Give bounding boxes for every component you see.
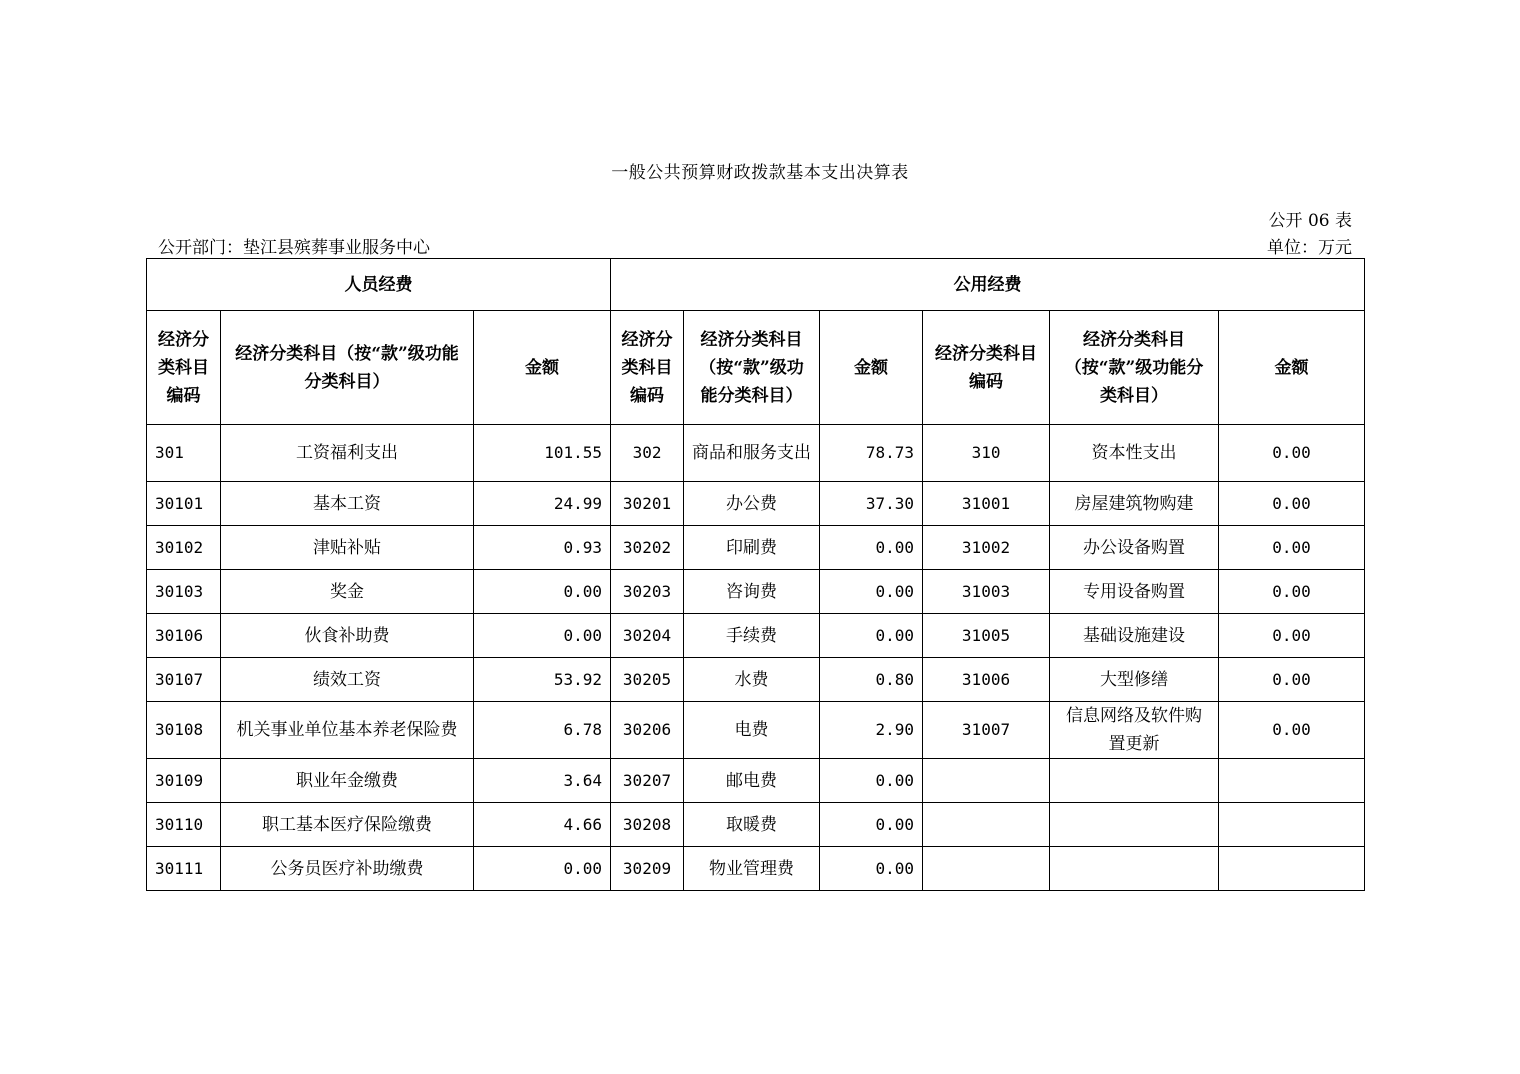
table-row bbox=[147, 614, 1365, 658]
capital-amount: 0.00 bbox=[1219, 614, 1365, 658]
goods-item: 手续费 bbox=[684, 614, 820, 658]
capital-item: 基础设施建设 bbox=[1050, 614, 1219, 658]
goods-code: 30204 bbox=[611, 614, 684, 658]
personnel-code: 30111 bbox=[147, 847, 221, 891]
capital-amount: 0.00 bbox=[1219, 425, 1365, 482]
personnel-amount: 0.00 bbox=[474, 847, 611, 891]
col-header-code: 经济分类科目编码 bbox=[923, 311, 1050, 425]
col-header-amount: 金额 bbox=[474, 311, 611, 425]
capital-code: 31003 bbox=[923, 570, 1050, 614]
goods-item: 取暖费 bbox=[684, 803, 820, 847]
unit-label: 单位：万元 bbox=[1267, 238, 1352, 258]
capital-item: 资本性支出 bbox=[1050, 425, 1219, 482]
capital-amount: 0.00 bbox=[1219, 702, 1365, 759]
department-label: 公开部门：垫江县殡葬事业服务中心 bbox=[158, 238, 430, 258]
personnel-code: 30106 bbox=[147, 614, 221, 658]
personnel-amount: 3.64 bbox=[474, 759, 611, 803]
capital-amount: 0.00 bbox=[1219, 526, 1365, 570]
capital-item bbox=[1050, 759, 1219, 803]
personnel-code: 301 bbox=[147, 425, 221, 482]
personnel-amount: 0.00 bbox=[474, 570, 611, 614]
capital-amount bbox=[1219, 803, 1365, 847]
col-header-amount: 金额 bbox=[1219, 311, 1365, 425]
goods-code: 30207 bbox=[611, 759, 684, 803]
goods-code: 30206 bbox=[611, 702, 684, 759]
capital-amount: 0.00 bbox=[1219, 570, 1365, 614]
personnel-amount: 101.55 bbox=[474, 425, 611, 482]
personnel-amount: 6.78 bbox=[474, 702, 611, 759]
personnel-code: 30110 bbox=[147, 803, 221, 847]
goods-amount: 0.00 bbox=[820, 614, 923, 658]
goods-amount: 37.30 bbox=[820, 482, 923, 526]
personnel-item: 奖金 bbox=[221, 570, 474, 614]
personnel-code: 30103 bbox=[147, 570, 221, 614]
group-header-personnel: 人员经费 bbox=[147, 259, 611, 311]
capital-code: 310 bbox=[923, 425, 1050, 482]
table-row bbox=[147, 702, 1365, 759]
personnel-item: 伙食补助费 bbox=[221, 614, 474, 658]
goods-item: 咨询费 bbox=[684, 570, 820, 614]
capital-code bbox=[923, 803, 1050, 847]
goods-code: 302 bbox=[611, 425, 684, 482]
table-row bbox=[147, 803, 1365, 847]
table-row bbox=[147, 847, 1365, 891]
goods-code: 30202 bbox=[611, 526, 684, 570]
capital-amount: 0.00 bbox=[1219, 658, 1365, 702]
personnel-item: 基本工资 bbox=[221, 482, 474, 526]
personnel-code: 30102 bbox=[147, 526, 221, 570]
goods-amount: 0.00 bbox=[820, 759, 923, 803]
capital-amount bbox=[1219, 759, 1365, 803]
goods-amount: 2.90 bbox=[820, 702, 923, 759]
personnel-code: 30108 bbox=[147, 702, 221, 759]
table-row bbox=[147, 759, 1365, 803]
personnel-amount: 0.93 bbox=[474, 526, 611, 570]
col-header-item: 经济分类科目（按“款”级功能分类科目） bbox=[684, 311, 820, 425]
personnel-item: 津贴补贴 bbox=[221, 526, 474, 570]
capital-code: 31002 bbox=[923, 526, 1050, 570]
table-row bbox=[147, 425, 1365, 482]
goods-code: 30209 bbox=[611, 847, 684, 891]
goods-amount: 0.00 bbox=[820, 570, 923, 614]
goods-code: 30205 bbox=[611, 658, 684, 702]
capital-item: 大型修缮 bbox=[1050, 658, 1219, 702]
goods-item: 商品和服务支出 bbox=[684, 425, 820, 482]
table-row bbox=[147, 658, 1365, 702]
personnel-code: 30107 bbox=[147, 658, 221, 702]
personnel-amount: 4.66 bbox=[474, 803, 611, 847]
capital-item: 办公设备购置 bbox=[1050, 526, 1219, 570]
personnel-item: 职工基本医疗保险缴费 bbox=[221, 803, 474, 847]
personnel-item: 职业年金缴费 bbox=[221, 759, 474, 803]
capital-amount bbox=[1219, 847, 1365, 891]
goods-item: 水费 bbox=[684, 658, 820, 702]
goods-amount: 0.00 bbox=[820, 847, 923, 891]
col-header-code: 经济分类科目编码 bbox=[611, 311, 684, 425]
goods-amount: 0.00 bbox=[820, 803, 923, 847]
goods-item: 印刷费 bbox=[684, 526, 820, 570]
capital-code: 31001 bbox=[923, 482, 1050, 526]
goods-item: 办公费 bbox=[684, 482, 820, 526]
personnel-amount: 24.99 bbox=[474, 482, 611, 526]
form-number: 公开 06 表 bbox=[1268, 211, 1352, 231]
capital-code bbox=[923, 847, 1050, 891]
capital-item: 专用设备购置 bbox=[1050, 570, 1219, 614]
goods-amount: 0.00 bbox=[820, 526, 923, 570]
personnel-item: 绩效工资 bbox=[221, 658, 474, 702]
capital-amount: 0.00 bbox=[1219, 482, 1365, 526]
goods-amount: 78.73 bbox=[820, 425, 923, 482]
goods-item: 邮电费 bbox=[684, 759, 820, 803]
capital-code bbox=[923, 759, 1050, 803]
goods-amount: 0.80 bbox=[820, 658, 923, 702]
col-header-amount: 金额 bbox=[820, 311, 923, 425]
goods-code: 30201 bbox=[611, 482, 684, 526]
col-header-item: 经济分类科目（按“款”级功能分类科目） bbox=[1050, 311, 1219, 425]
col-header-item: 经济分类科目（按“款”级功能分类科目） bbox=[221, 311, 474, 425]
capital-item: 房屋建筑物购建 bbox=[1050, 482, 1219, 526]
expenditure-table bbox=[146, 258, 1365, 891]
goods-item: 物业管理费 bbox=[684, 847, 820, 891]
table-row bbox=[147, 526, 1365, 570]
table-title: 一般公共预算财政拨款基本支出决算表 bbox=[611, 163, 909, 183]
capital-code: 31006 bbox=[923, 658, 1050, 702]
table-row bbox=[147, 570, 1365, 614]
capital-code: 31007 bbox=[923, 702, 1050, 759]
goods-item: 电费 bbox=[684, 702, 820, 759]
group-header-public: 公用经费 bbox=[611, 259, 1365, 311]
capital-item: 信息网络及软件购置更新 bbox=[1050, 702, 1219, 759]
personnel-item: 机关事业单位基本养老保险费 bbox=[221, 702, 474, 759]
goods-code: 30203 bbox=[611, 570, 684, 614]
personnel-code: 30109 bbox=[147, 759, 221, 803]
goods-code: 30208 bbox=[611, 803, 684, 847]
col-header-code: 经济分类科目编码 bbox=[147, 311, 221, 425]
personnel-code: 30101 bbox=[147, 482, 221, 526]
personnel-amount: 53.92 bbox=[474, 658, 611, 702]
capital-code: 31005 bbox=[923, 614, 1050, 658]
table-row bbox=[147, 482, 1365, 526]
capital-item bbox=[1050, 803, 1219, 847]
personnel-amount: 0.00 bbox=[474, 614, 611, 658]
capital-item bbox=[1050, 847, 1219, 891]
personnel-item: 工资福利支出 bbox=[221, 425, 474, 482]
personnel-item: 公务员医疗补助缴费 bbox=[221, 847, 474, 891]
